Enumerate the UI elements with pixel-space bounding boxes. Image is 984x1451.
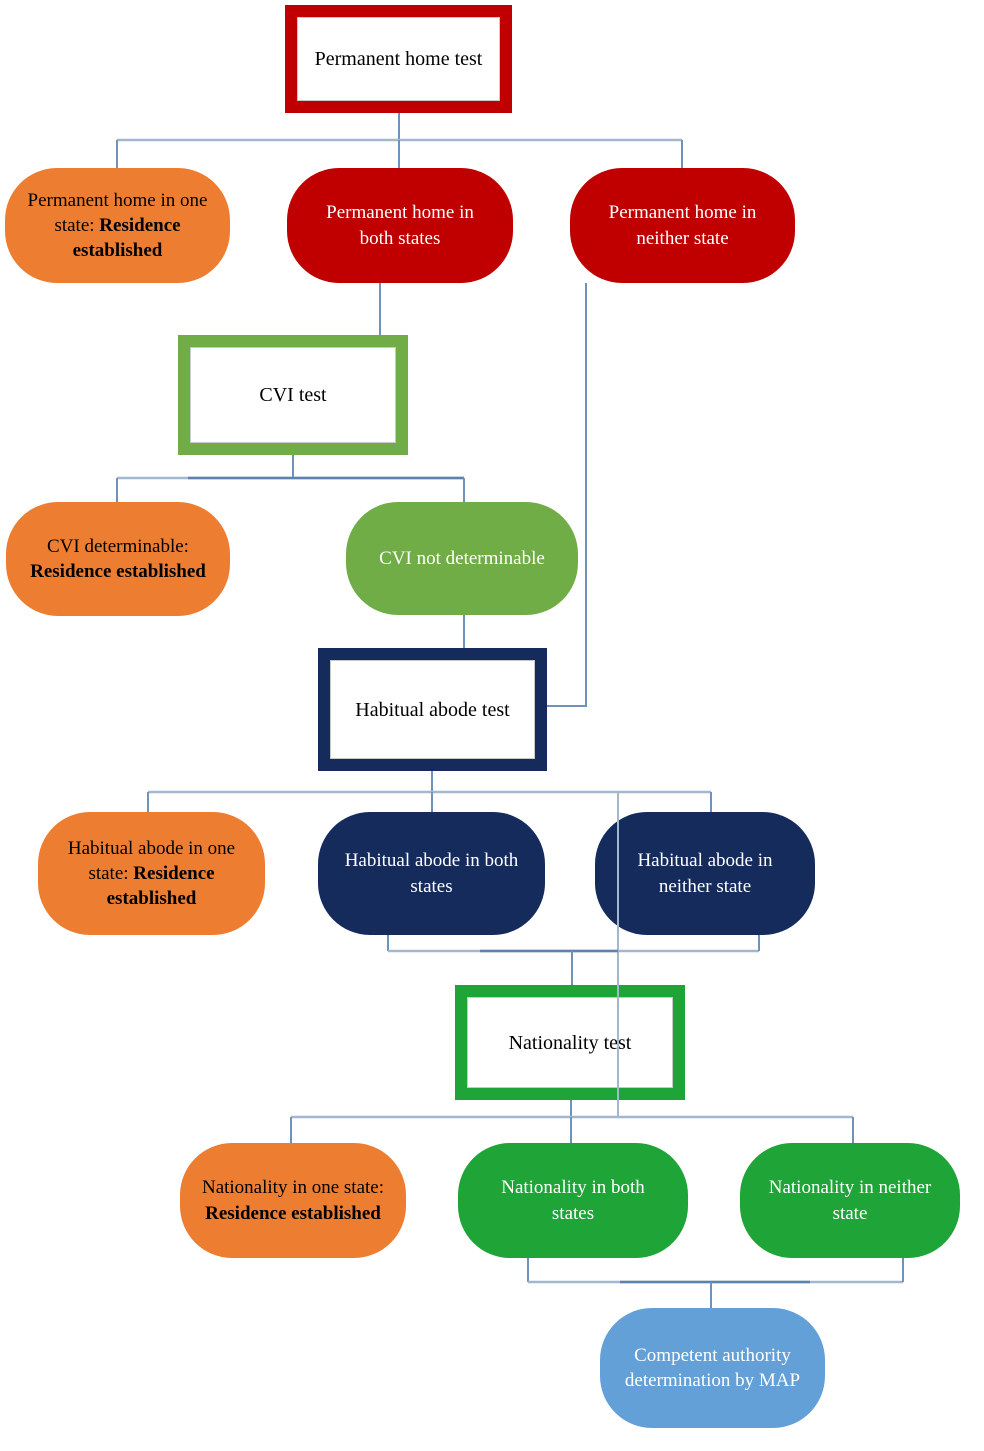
node-permanent-home-both-states — [287, 168, 513, 283]
node-text: Permanent home test — [314, 48, 483, 70]
node-nationality-one-state — [180, 1143, 406, 1258]
node-habitual-abode-one-state — [38, 812, 265, 935]
node-text: Permanent home in one state: — [27, 189, 208, 236]
node-permanent-home-neither-state — [570, 168, 795, 283]
node-label: Nationality in neither state — [768, 1177, 932, 1224]
node-text-bold: Residence established — [30, 561, 206, 582]
node-text: Habitual abode in one state: — [67, 837, 236, 884]
node-habitual-abode-test — [318, 648, 547, 771]
node-label: Permanent home in neither state — [608, 202, 757, 249]
node-permanent-home-one-state — [5, 168, 230, 283]
node-label — [297, 17, 500, 101]
node-habitual-abode-both-states — [318, 812, 545, 935]
node-label: Habitual abode in neither state — [637, 850, 773, 897]
node-competent-authority-map — [600, 1308, 825, 1428]
node-text-bold: Residence established — [205, 1202, 381, 1224]
node-cvi-not-determinable — [346, 502, 578, 615]
node-text: CVI test — [259, 384, 327, 406]
node-label: CVI not determinable — [379, 547, 545, 569]
node-label: Nationality in both states — [501, 1177, 645, 1224]
node-habitual-abode-neither-state — [595, 812, 815, 935]
node-label — [26, 534, 210, 584]
node-cvi-determinable — [6, 502, 230, 616]
node-nationality-test — [455, 985, 685, 1100]
node-label — [467, 997, 673, 1088]
node-label: Permanent home in both states — [326, 202, 474, 249]
node-text: CVI determinable: — [47, 535, 189, 557]
node-permanent-home-test — [285, 5, 512, 113]
node-label — [25, 188, 210, 263]
node-text: Nationality in one state: — [201, 1177, 385, 1199]
node-label: Habitual abode in both states — [344, 850, 519, 897]
node-label — [200, 1175, 386, 1225]
node-label: Competent authority determination by MAP — [624, 1344, 801, 1391]
node-label — [58, 836, 245, 911]
node-text: Habitual abode test — [355, 698, 510, 721]
node-text-bold: Residence established — [72, 214, 181, 262]
node-cvi-test — [178, 335, 408, 455]
node-text: Nationality test — [508, 1031, 632, 1054]
node-label — [190, 347, 396, 443]
node-nationality-both-states — [458, 1143, 688, 1258]
node-text-bold: Residence established — [106, 862, 215, 910]
node-label — [330, 660, 535, 759]
node-nationality-neither-state — [740, 1143, 960, 1258]
